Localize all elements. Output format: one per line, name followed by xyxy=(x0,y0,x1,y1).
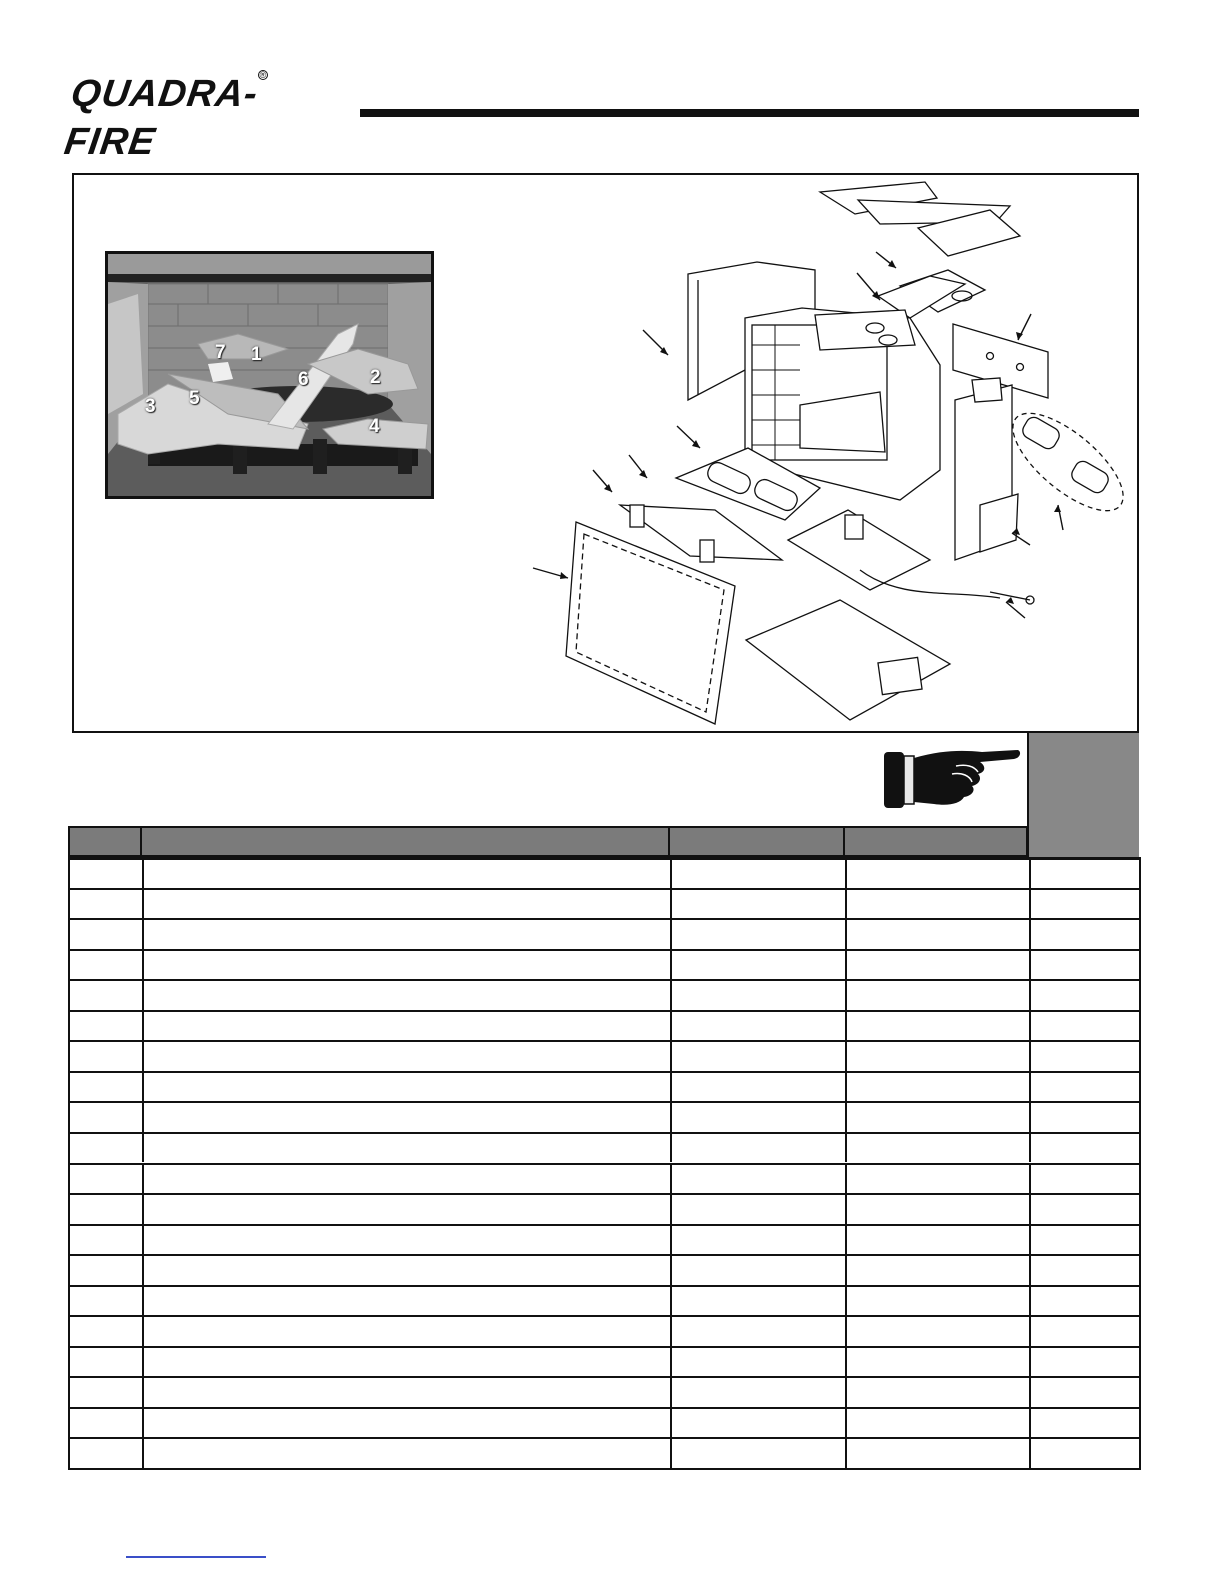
log-set-illustration xyxy=(108,254,431,496)
table-cell xyxy=(670,1103,845,1132)
table-cell xyxy=(1029,1042,1139,1071)
table-cell xyxy=(845,981,1029,1010)
table-cell xyxy=(142,1348,670,1377)
table-cell xyxy=(670,1348,845,1377)
table-cell xyxy=(845,1317,1029,1346)
table-cell xyxy=(1029,1348,1139,1377)
table-row xyxy=(70,979,1139,1010)
table-cell xyxy=(70,1378,142,1407)
table-cell xyxy=(1029,1439,1139,1468)
table-cell xyxy=(142,920,670,949)
table-cell xyxy=(670,1195,845,1224)
table-cell xyxy=(142,860,670,888)
table-cell xyxy=(845,1073,1029,1102)
exploded-view-drawing xyxy=(520,176,1138,731)
table-cell xyxy=(142,1012,670,1041)
table-cell xyxy=(70,1439,142,1468)
table-row xyxy=(70,1163,1139,1194)
table-row xyxy=(70,1010,1139,1041)
header-rule xyxy=(360,109,1139,117)
table-cell xyxy=(142,1042,670,1071)
table-cell xyxy=(1029,1317,1139,1346)
table-cell xyxy=(70,1073,142,1102)
table-cell xyxy=(1029,920,1139,949)
table-row xyxy=(70,949,1139,980)
table-cell xyxy=(670,1317,845,1346)
table-cell xyxy=(670,981,845,1010)
header-divider xyxy=(668,828,670,855)
table-cell xyxy=(845,920,1029,949)
table-cell xyxy=(670,890,845,919)
table-cell xyxy=(845,1195,1029,1224)
table-cell xyxy=(1029,1103,1139,1132)
table-cell xyxy=(670,1073,845,1102)
table-cell xyxy=(670,1287,845,1316)
table-cell xyxy=(70,1287,142,1316)
table-cell xyxy=(142,1439,670,1468)
table-cell xyxy=(845,1165,1029,1194)
table-cell xyxy=(70,1134,142,1163)
table-cell xyxy=(845,1256,1029,1285)
table-row xyxy=(70,1040,1139,1071)
table-row xyxy=(70,1407,1139,1438)
table-cell xyxy=(142,890,670,919)
table-cell xyxy=(670,860,845,888)
log-label-4: 4 xyxy=(369,416,380,437)
table-cell xyxy=(670,1409,845,1438)
table-cell xyxy=(70,951,142,980)
table-cell xyxy=(142,981,670,1010)
header-divider xyxy=(140,828,142,855)
table-cell xyxy=(142,1134,670,1163)
table-row xyxy=(70,1315,1139,1346)
table-cell xyxy=(670,1439,845,1468)
table-row xyxy=(70,1254,1139,1285)
table-cell xyxy=(845,1348,1029,1377)
table-cell xyxy=(70,1165,142,1194)
table-cell xyxy=(70,981,142,1010)
table-row xyxy=(70,1132,1139,1163)
brand-wordmark: QUADRA-FIRE xyxy=(61,73,261,163)
log-label-5: 5 xyxy=(189,388,200,409)
table-cell xyxy=(142,1073,670,1102)
table-row xyxy=(70,1346,1139,1377)
table-cell xyxy=(1029,1012,1139,1041)
table-cell xyxy=(70,860,142,888)
table-cell xyxy=(70,1317,142,1346)
table-cell xyxy=(670,920,845,949)
table-cell xyxy=(142,951,670,980)
table-cell xyxy=(845,1134,1029,1163)
table-cell xyxy=(1029,1195,1139,1224)
table-row xyxy=(70,1224,1139,1255)
table-cell xyxy=(845,890,1029,919)
table-cell xyxy=(1029,1409,1139,1438)
table-cell xyxy=(670,1134,845,1163)
table-row xyxy=(70,1376,1139,1407)
table-cell xyxy=(142,1378,670,1407)
pointing-hand-icon xyxy=(882,742,1022,814)
table-cell xyxy=(670,1012,845,1041)
table-row xyxy=(70,857,1139,888)
table-row xyxy=(70,1437,1139,1468)
table-row xyxy=(70,1101,1139,1132)
table-cell xyxy=(1029,1378,1139,1407)
table-cell xyxy=(70,1256,142,1285)
table-cell xyxy=(142,1103,670,1132)
table-cell xyxy=(845,1378,1029,1407)
table-row xyxy=(70,918,1139,949)
table-cell xyxy=(142,1409,670,1438)
table-cell xyxy=(1029,981,1139,1010)
table-cell xyxy=(845,951,1029,980)
table-cell xyxy=(1029,1134,1139,1163)
table-cell xyxy=(70,1195,142,1224)
table-cell xyxy=(670,1165,845,1194)
table-cell xyxy=(670,1256,845,1285)
log-label-2: 2 xyxy=(370,367,381,388)
table-cell xyxy=(70,1012,142,1041)
table-cell xyxy=(70,1226,142,1255)
table-row xyxy=(70,1193,1139,1224)
table-cell xyxy=(1029,1256,1139,1285)
log-label-6: 6 xyxy=(298,369,309,390)
table-cell xyxy=(1029,1287,1139,1316)
log-set-photo xyxy=(105,251,434,499)
header-divider xyxy=(843,828,845,855)
table-row xyxy=(70,1285,1139,1316)
table-cell xyxy=(1029,1226,1139,1255)
table-cell xyxy=(70,920,142,949)
table-cell xyxy=(670,1378,845,1407)
table-cell xyxy=(1029,1165,1139,1194)
table-cell xyxy=(1029,1073,1139,1102)
table-cell xyxy=(142,1226,670,1255)
table-cell xyxy=(670,951,845,980)
table-cell xyxy=(142,1195,670,1224)
table-cell xyxy=(142,1165,670,1194)
parts-table xyxy=(68,826,1141,1470)
parts-table-body xyxy=(68,857,1141,1470)
table-row xyxy=(70,888,1139,919)
log-label-7: 7 xyxy=(215,342,226,363)
parts-table-header xyxy=(68,826,1028,857)
table-cell xyxy=(1029,860,1139,888)
log-label-3: 3 xyxy=(145,396,156,417)
table-cell xyxy=(845,1287,1029,1316)
table-cell xyxy=(845,1042,1029,1071)
table-cell xyxy=(845,1409,1029,1438)
table-cell xyxy=(70,1103,142,1132)
footer-link-underline[interactable] xyxy=(126,1556,266,1558)
table-cell xyxy=(845,1012,1029,1041)
table-cell xyxy=(1029,951,1139,980)
table-cell xyxy=(142,1317,670,1346)
table-cell xyxy=(845,1226,1029,1255)
table-cell xyxy=(670,1042,845,1071)
table-cell xyxy=(70,1348,142,1377)
registered-mark: ® xyxy=(259,70,267,80)
log-label-1: 1 xyxy=(251,344,262,365)
table-cell xyxy=(670,1226,845,1255)
table-cell xyxy=(845,1439,1029,1468)
table-cell xyxy=(845,860,1029,888)
table-cell xyxy=(70,1042,142,1071)
table-cell xyxy=(1029,890,1139,919)
brand-logo xyxy=(61,70,330,163)
table-row xyxy=(70,1071,1139,1102)
table-cell xyxy=(70,1409,142,1438)
table-cell xyxy=(845,1103,1029,1132)
table-cell xyxy=(142,1256,670,1285)
table-cell xyxy=(70,890,142,919)
table-cell xyxy=(142,1287,670,1316)
